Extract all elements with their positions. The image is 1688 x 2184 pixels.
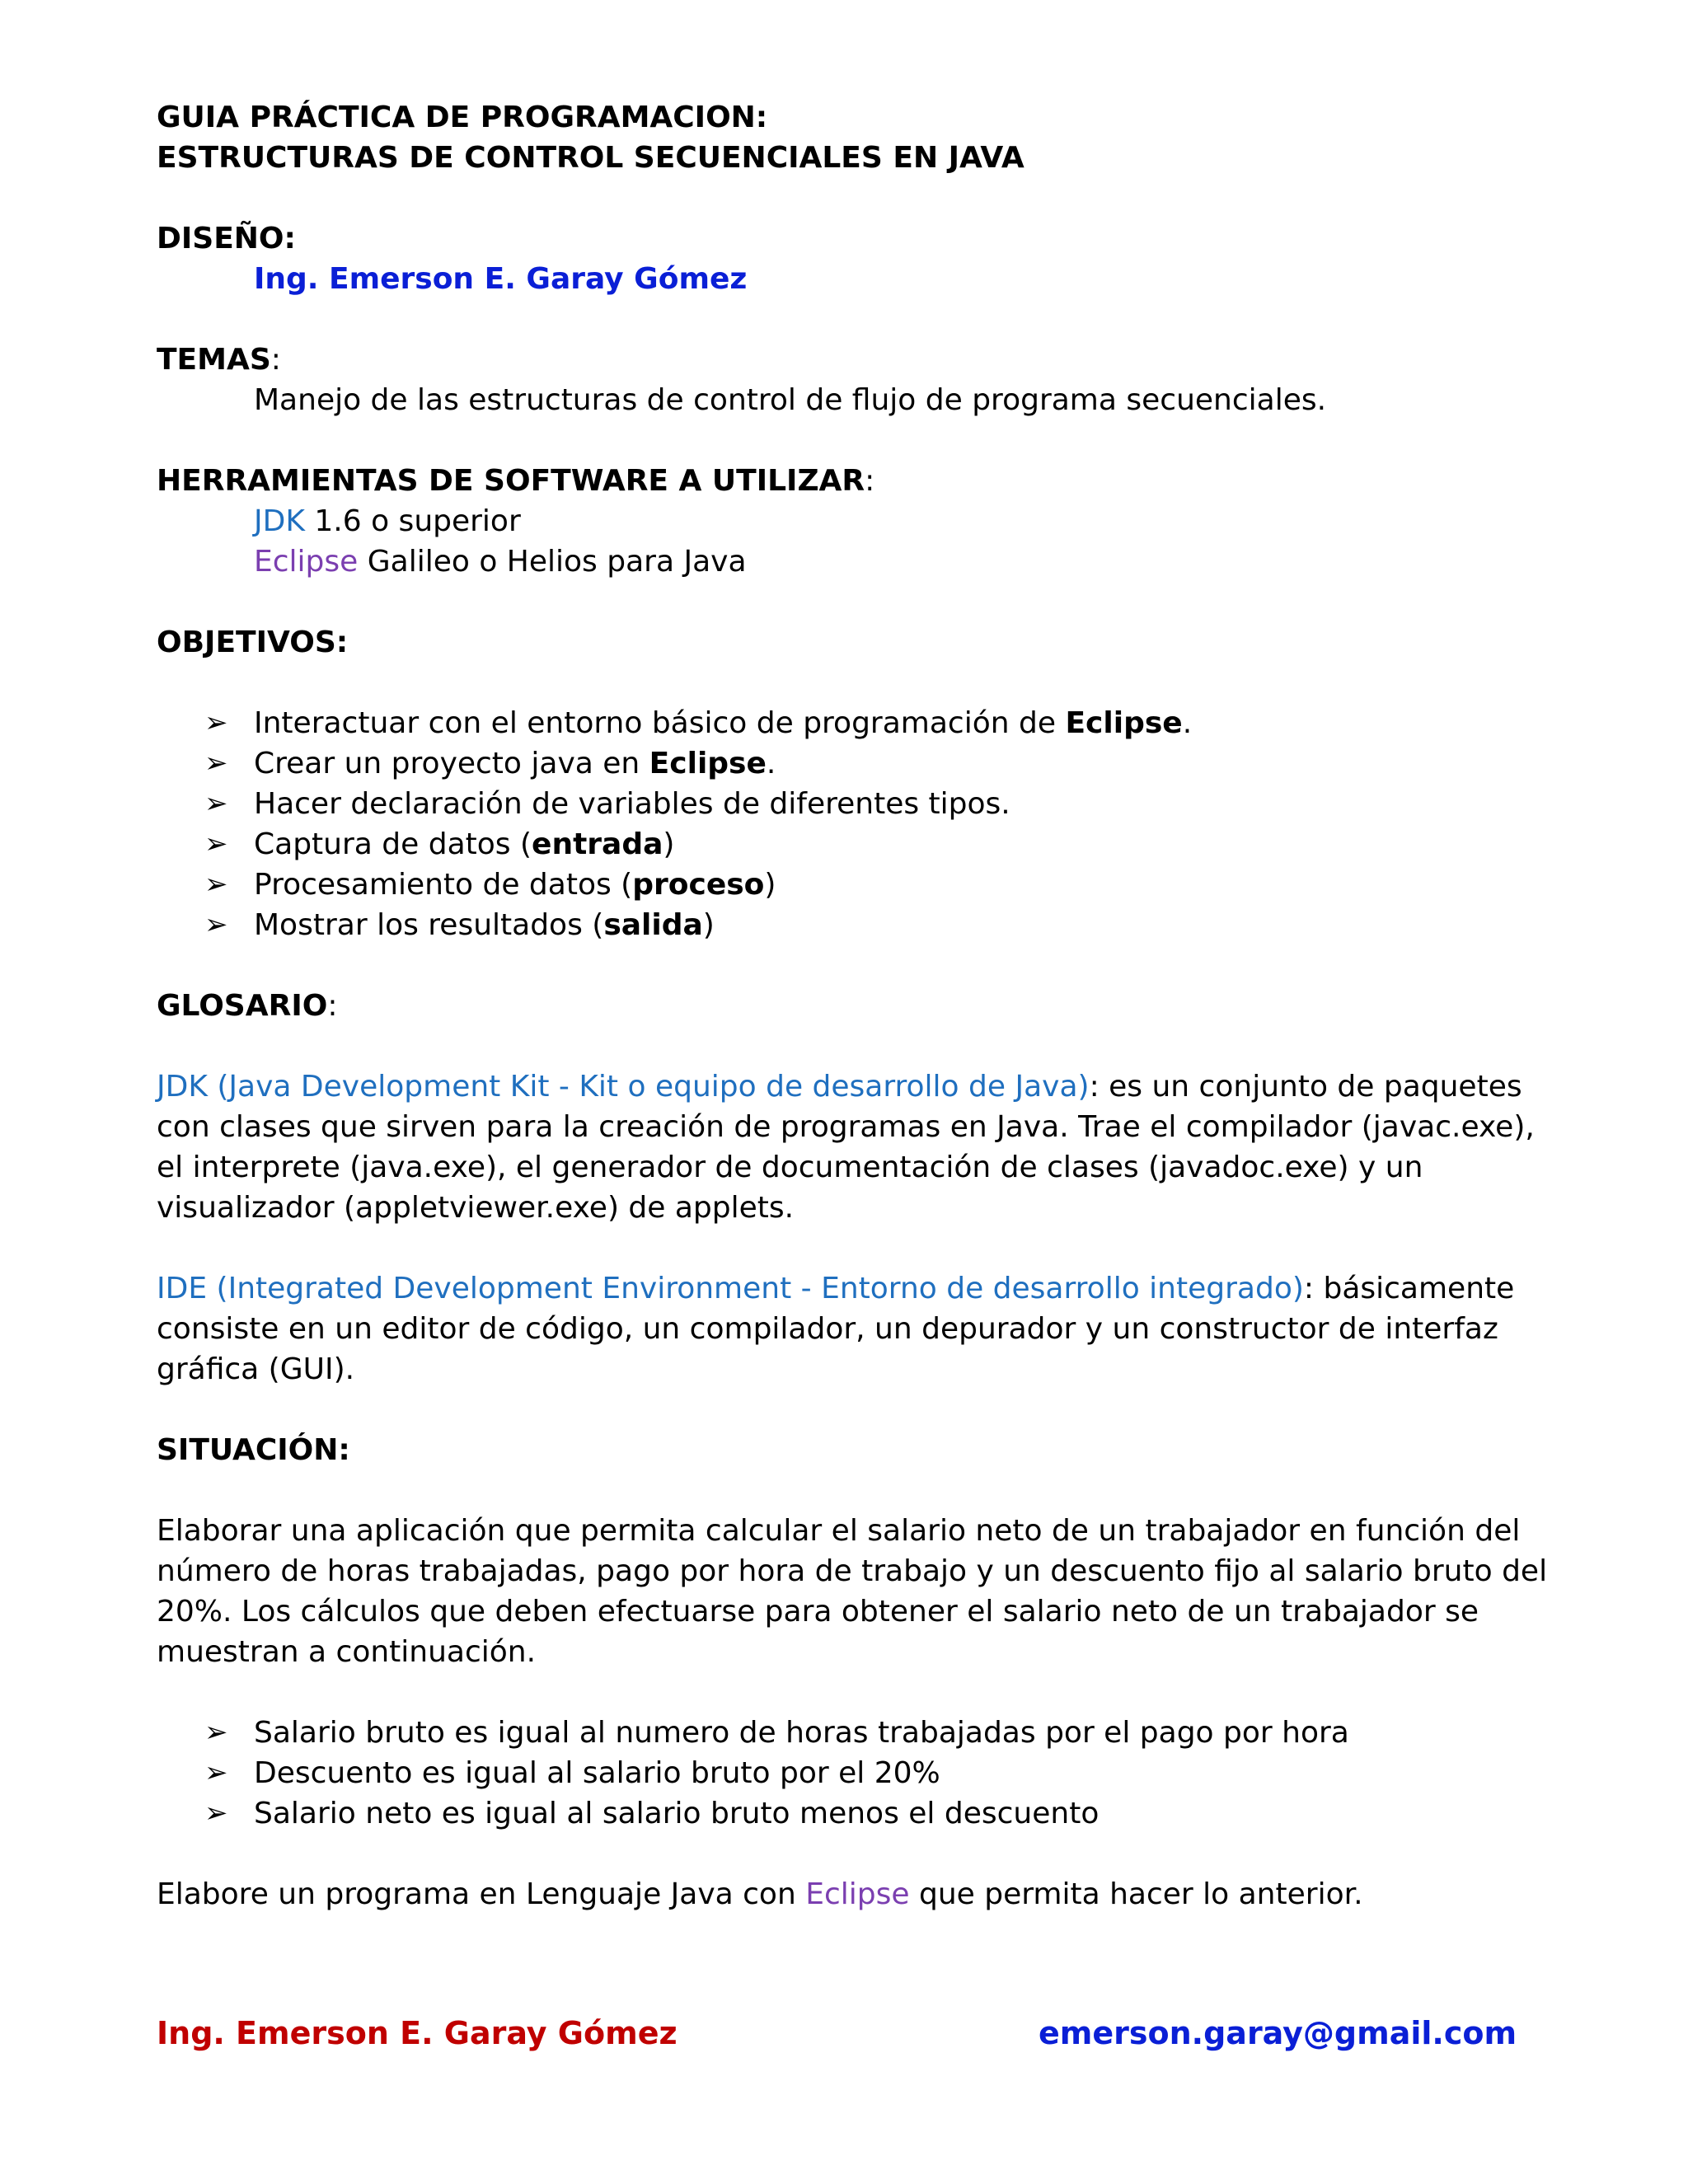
calculation-text: Descuento es igual al salario bruto por el 20% xyxy=(254,1756,940,1790)
tools-heading-label: HERRAMIENTAS DE SOFTWARE A UTILIZAR xyxy=(157,464,865,498)
glossary-entry-ide xyxy=(157,1268,1558,1390)
glossary-term-jdk: JDK (Java Development Kit - Kit o equipo de desarrollo de Java) xyxy=(157,1070,1090,1104)
footer-email[interactable]: emerson.garay@gmail.com xyxy=(1039,2015,1517,2051)
glossary-line xyxy=(157,1268,1558,1309)
glossary-def: : básicamente xyxy=(1303,1272,1515,1305)
spacer xyxy=(157,582,1558,622)
glossary-line: con clases que sirven para la creación de programas en Java. Trae el compilador (javac.exe), xyxy=(157,1110,1535,1144)
tools-heading-colon: : xyxy=(865,464,875,498)
arrow-bullet-icon: ➢ xyxy=(204,1797,228,1830)
arrow-bullet-icon: ➢ xyxy=(204,1716,228,1749)
arrow-bullet-icon: ➢ xyxy=(204,787,228,820)
objective-suffix: ) xyxy=(663,827,675,861)
glossary-def: : es un conjunto de paquetes xyxy=(1089,1070,1522,1104)
objective-suffix: ) xyxy=(764,868,776,902)
objective-suffix: . xyxy=(766,747,776,780)
situation-line: 20%. Los cálculos que deben efectuarse para obtener el salario neto de un trabajador se xyxy=(157,1595,1479,1629)
spacer xyxy=(157,945,1558,986)
closing-eclipse: Eclipse xyxy=(805,1877,910,1911)
objective-text: Hacer declaración de variables de diferentes tipos. xyxy=(254,787,1010,821)
spacer xyxy=(157,1390,1558,1430)
tool-item-eclipse xyxy=(157,541,1558,582)
topics-heading xyxy=(157,340,1558,380)
objective-bold: Eclipse xyxy=(1065,706,1183,740)
objective-text: Interactuar con el entorno básico de programación de xyxy=(254,706,1066,740)
objective-text: Mostrar los resultados ( xyxy=(254,908,604,942)
objective-text: Procesamiento de datos ( xyxy=(254,868,633,902)
topics-heading-label: TEMAS xyxy=(157,343,271,377)
situation-paragraph xyxy=(157,1511,1558,1672)
tool-name-eclipse: Eclipse xyxy=(254,545,359,579)
objective-suffix: ) xyxy=(702,908,715,942)
spacer xyxy=(157,178,1558,218)
glossary-line: el interprete (java.exe), el generador de documentación de clases (javadoc.exe) y un xyxy=(157,1151,1423,1184)
arrow-bullet-icon: ➢ xyxy=(204,908,228,941)
glossary-line xyxy=(157,1066,1558,1107)
situation-line: muestran a continuación. xyxy=(157,1635,537,1669)
list-item xyxy=(157,905,1558,945)
spacer xyxy=(157,299,1558,340)
title-line-1: GUIA PRÁCTICA DE PROGRAMACION: xyxy=(157,101,768,134)
glossary-line: gráfica (GUI). xyxy=(157,1352,355,1386)
list-item xyxy=(157,703,1558,743)
objective-suffix: . xyxy=(1182,706,1193,740)
glossary-line: consiste en un editor de código, un compilador, un depurador y un constructor de interfaz xyxy=(157,1312,1498,1346)
glossary-entry-jdk xyxy=(157,1066,1558,1228)
document-body xyxy=(157,97,1558,1915)
calculation-list xyxy=(157,1713,1558,1834)
objectives-list xyxy=(157,703,1558,945)
spacer xyxy=(157,663,1558,703)
calculation-text: Salario neto es igual al salario bruto menos el descuento xyxy=(254,1797,1100,1830)
glossary-heading xyxy=(157,986,1558,1026)
calculation-text: Salario bruto es igual al numero de horas trabajadas por el pago por hora xyxy=(254,1716,1349,1750)
tool-name-jdk: JDK xyxy=(254,504,305,538)
objective-text: Crear un proyecto java en xyxy=(254,747,649,780)
closing-line xyxy=(157,1874,1558,1915)
topics-text: Manejo de las estructuras de control de flujo de programa secuenciales. xyxy=(254,383,1327,417)
list-item xyxy=(157,1713,1558,1753)
page-footer xyxy=(157,2015,1517,2064)
objective-bold: Eclipse xyxy=(649,747,767,780)
spacer xyxy=(157,1026,1558,1066)
glossary-term-ide: IDE (Integrated Development Environment - Entorno de desarrollo integrado) xyxy=(157,1272,1304,1305)
footer-author: Ing. Emerson E. Garay Gómez xyxy=(157,2015,678,2051)
objective-text: Captura de datos ( xyxy=(254,827,532,861)
list-item xyxy=(157,1793,1558,1834)
glossary-line: visualizador (appletviewer.exe) de applets. xyxy=(157,1191,795,1225)
design-heading: DISEÑO: xyxy=(157,222,296,255)
list-item xyxy=(157,1753,1558,1793)
topics-heading-colon: : xyxy=(270,343,281,377)
objective-bold: entrada xyxy=(532,827,663,861)
spacer xyxy=(157,1672,1558,1713)
closing-suffix: que permita hacer lo anterior. xyxy=(909,1877,1363,1911)
arrow-bullet-icon: ➢ xyxy=(204,706,228,739)
glossary-heading-colon: : xyxy=(327,989,338,1023)
spacer xyxy=(157,420,1558,461)
objectives-heading: OBJETIVOS: xyxy=(157,626,349,659)
list-item xyxy=(157,865,1558,905)
list-item xyxy=(157,743,1558,784)
objective-bold: salida xyxy=(603,908,703,942)
list-item xyxy=(157,824,1558,865)
arrow-bullet-icon: ➢ xyxy=(204,1756,228,1789)
situation-line: Elaborar una aplicación que permita calcular el salario neto de un trabajador en función del xyxy=(157,1514,1521,1548)
tool-detail-jdk: 1.6 o superior xyxy=(304,504,521,538)
spacer xyxy=(157,1228,1558,1268)
tool-detail-eclipse: Galileo o Helios para Java xyxy=(358,545,747,579)
title-line-2: ESTRUCTURAS DE CONTROL SECUENCIALES EN JAVA xyxy=(157,141,1025,175)
glossary-heading-label: GLOSARIO xyxy=(157,989,328,1023)
situation-line: número de horas trabajadas, pago por hora de trabajo y un descuento fijo al salario bruto del xyxy=(157,1554,1548,1588)
design-author: Ing. Emerson E. Garay Gómez xyxy=(254,262,748,296)
list-item xyxy=(157,784,1558,824)
closing-text: Elabore un programa en Lenguaje Java con xyxy=(157,1877,806,1911)
arrow-bullet-icon: ➢ xyxy=(204,868,228,901)
spacer xyxy=(157,1470,1558,1511)
situation-heading: SITUACIÓN: xyxy=(157,1433,350,1467)
spacer xyxy=(157,1834,1558,1874)
arrow-bullet-icon: ➢ xyxy=(204,747,228,780)
tools-heading xyxy=(157,461,1558,501)
objective-bold: proceso xyxy=(632,868,765,902)
tool-item-jdk xyxy=(157,501,1558,541)
arrow-bullet-icon: ➢ xyxy=(204,827,228,860)
